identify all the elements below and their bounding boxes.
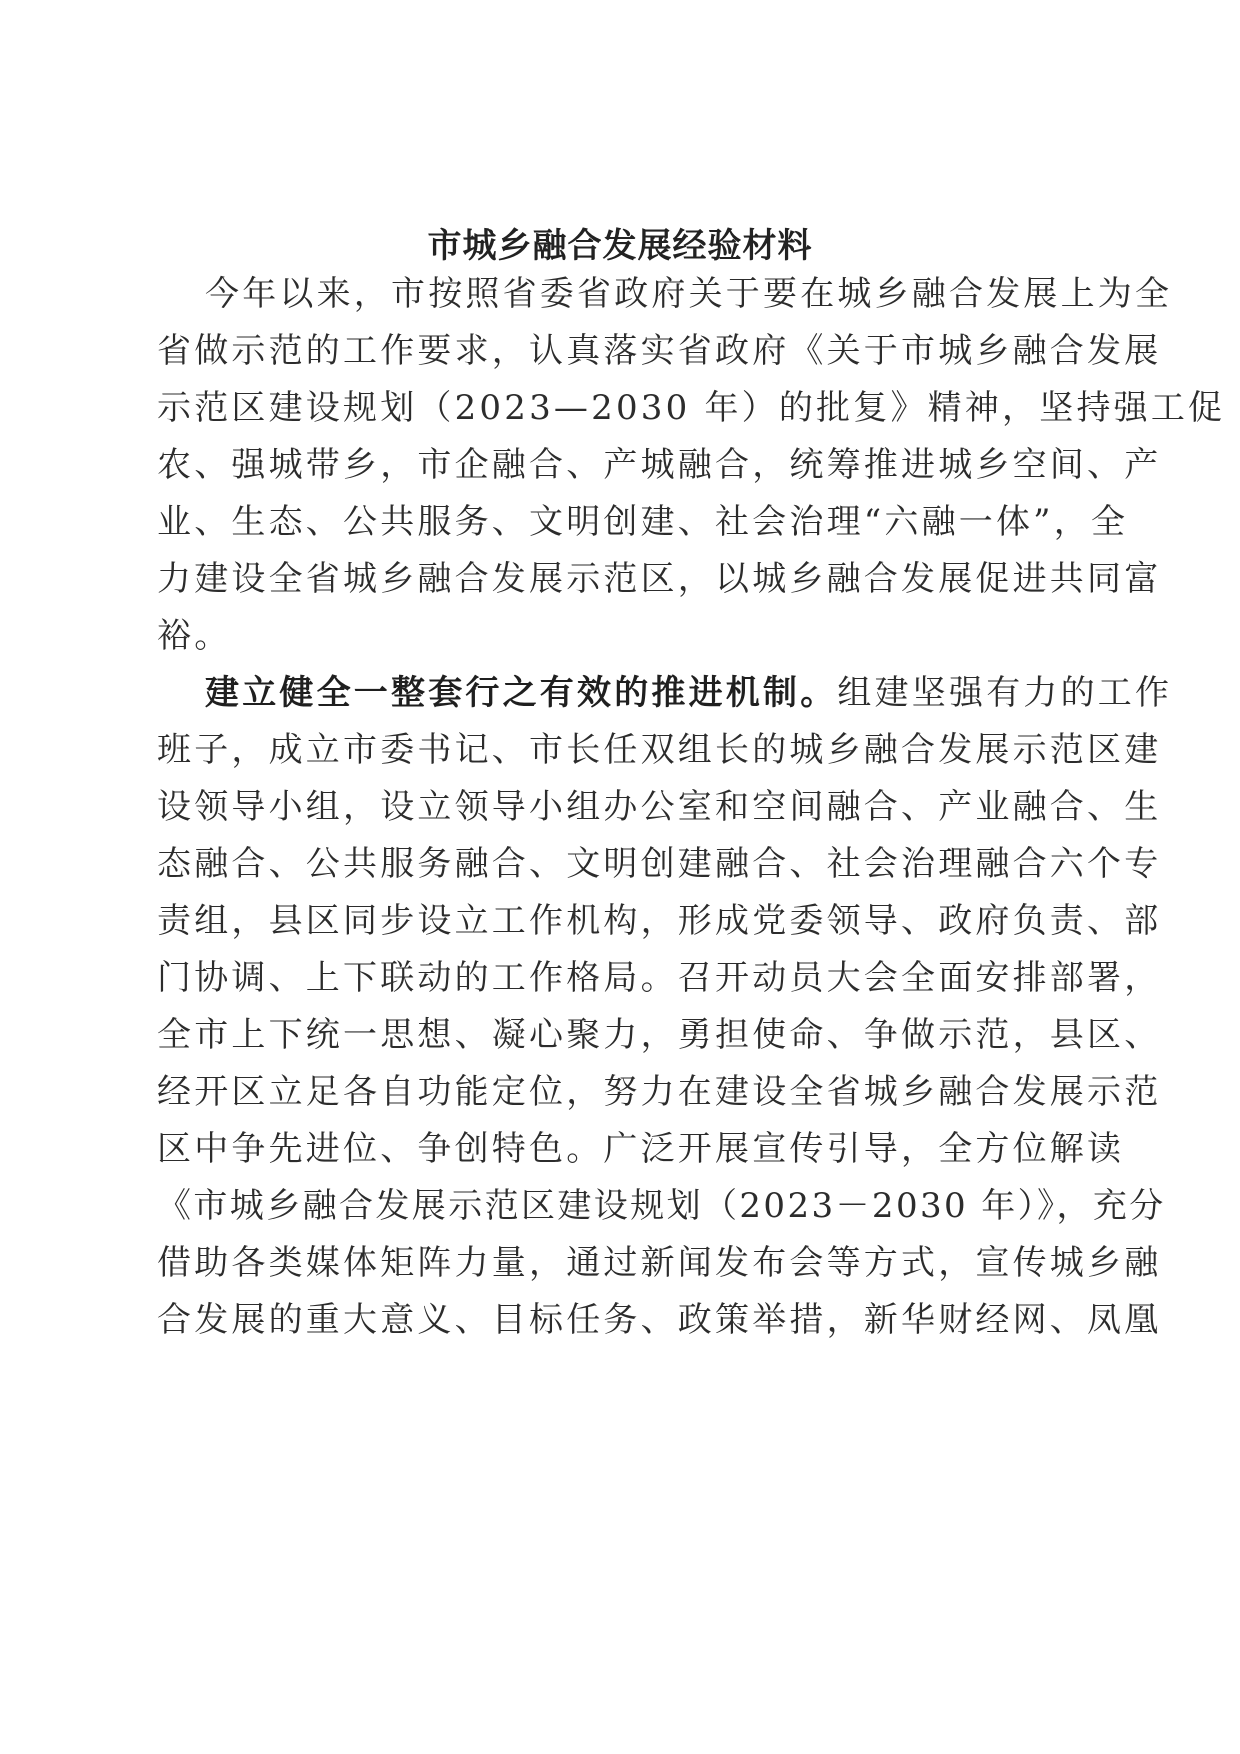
paragraph-2-heading: 建立健全一整套行之有效的推进机制。: [205, 673, 838, 713]
paragraph-1-line-5: 业、生态、公共服务、文明创建、社会治理“六融一体”，全: [157, 502, 1129, 542]
paragraph-2-line-2: 班子，成立市委书记、市长任双组长的城乡融合发展示范区建: [157, 730, 1162, 770]
paragraph-2-line-5: 责组，县区同步设立工作机构，形成党委领导、政府负责、部: [157, 901, 1162, 941]
paragraph-1-line-1: 今年以来，市按照省委省政府关于要在城乡融合发展上为全: [205, 274, 1173, 314]
paragraph-1-line-4: 农、强城带乡，市企融合、产城融合，统筹推进城乡空间、产: [157, 445, 1162, 485]
paragraph-2-line-12: 合发展的重大意义、目标任务、政策举措，新华财经网、凤凰: [157, 1300, 1162, 1340]
paragraph-2-line-7: 全市上下统一思想、凝心聚力，勇担使命、争做示范，县区、: [157, 1015, 1162, 1055]
paragraph-1-line-6: 力建设全省城乡融合发展示范区，以城乡融合发展促进共同富: [157, 559, 1162, 599]
paragraph-2-line-4: 态融合、公共服务融合、文明创建融合、社会治理融合六个专: [157, 844, 1162, 884]
document-title: 市城乡融合发展经验材料: [427, 226, 813, 266]
paragraph-1-line-3: 示范区建设规划（2023—2030 年）的批复》精神，坚持强工促: [157, 388, 1226, 428]
paragraph-2-line-6: 门协调、上下联动的工作格局。召开动员大会全面安排部署，: [157, 958, 1162, 998]
paragraph-1-line-2: 省做示范的工作要求，认真落实省政府《关于市城乡融合发展: [157, 331, 1162, 371]
paragraph-2-line-8: 经开区立足各自功能定位，努力在建设全省城乡融合发展示范: [157, 1072, 1162, 1112]
paragraph-2-line-9: 区中争先进位、争创特色。广泛开展宣传引导，全方位解读: [157, 1129, 1125, 1169]
paragraph-2-line-1: [205, 669, 1173, 717]
paragraph-2-line-11: 借助各类媒体矩阵力量，通过新闻发布会等方式，宣传城乡融: [157, 1243, 1162, 1283]
paragraph-2-lead-text: 组建坚强有力的工作: [837, 673, 1173, 713]
paragraph-2-line-3: 设领导小组，设立领导小组办公室和空间融合、产业融合、生: [157, 787, 1162, 827]
paragraph-1-line-7: 裕。: [157, 616, 232, 656]
paragraph-2-line-10: 《市城乡融合发展示范区建设规划（2023－2030 年）》，充分: [157, 1186, 1166, 1226]
